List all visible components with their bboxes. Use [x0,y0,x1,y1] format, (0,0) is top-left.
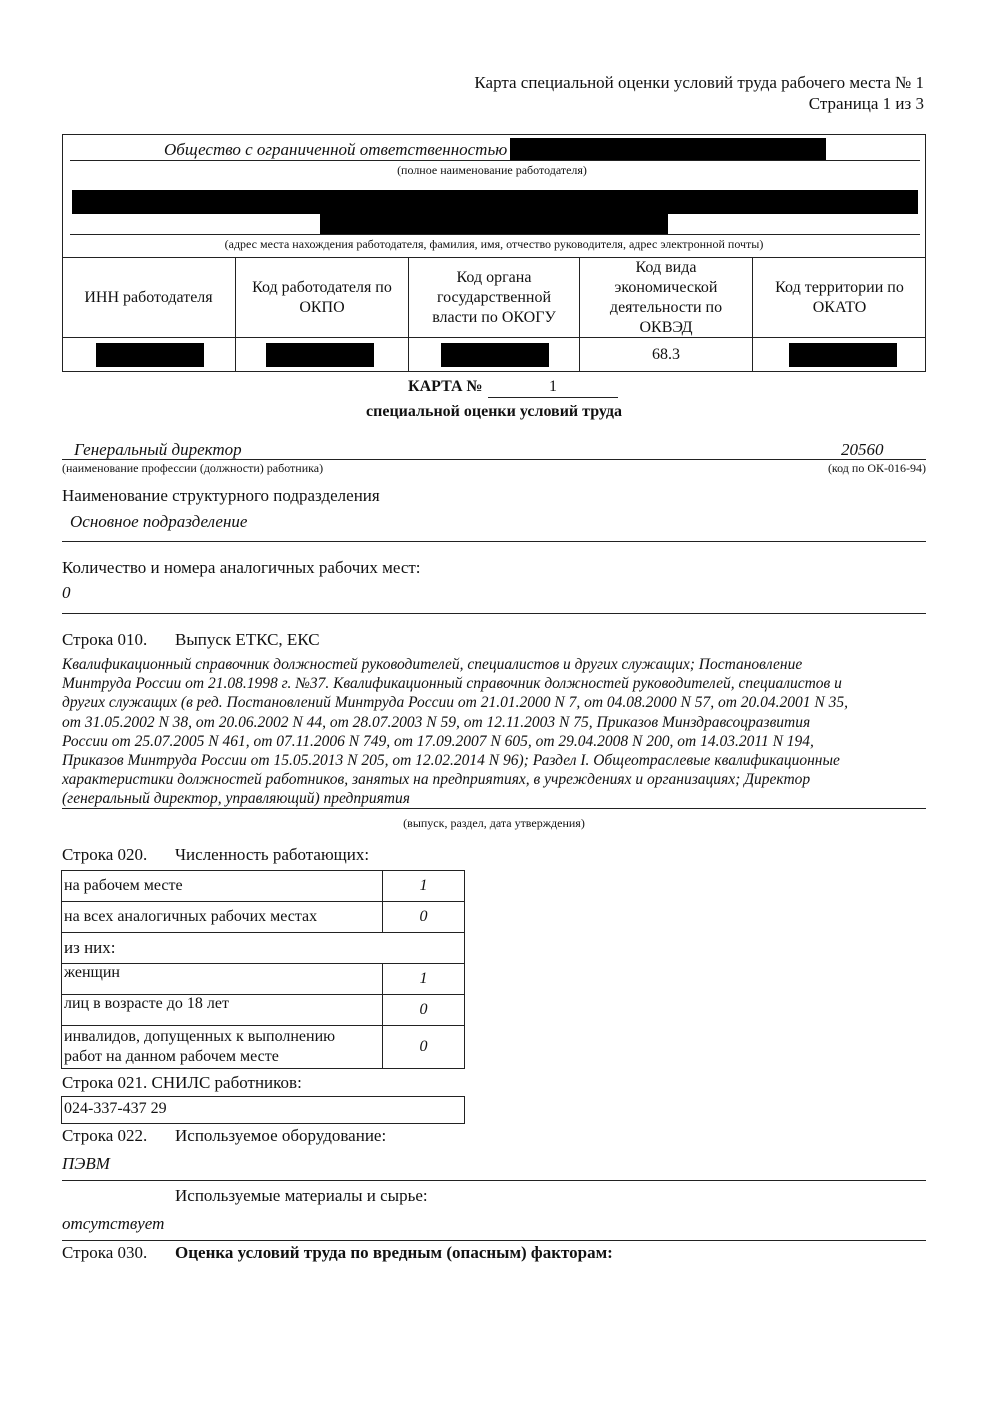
headcount-value: 0 [383,902,465,933]
row022-label: Строка 022. [62,1126,148,1145]
header-okato: Код территории по ОКАТО [775,278,904,316]
materials-label: Используемые материалы и сырье: [175,1186,428,1205]
row010-line: Квалификационный справочник должностей руководителей, специалистов и других служащих; Постановление [62,656,803,673]
page-header-title: Карта специальной оценки условий труда рабочего места № 1 [474,73,924,92]
headcount-table [61,870,465,1069]
department-value: Основное подразделение [70,512,248,531]
row030-label: Строка 030. [62,1243,148,1262]
page-number: Страница 1 из 3 [808,94,924,113]
row030-title: Оценка условий труда по вредным (опасным) факторам: [175,1243,613,1262]
row010-line: характеристики должностей работников, занятых на предприятиях, в учреждениях и организациях; Директор [62,771,811,789]
redacted-address-line1 [72,190,918,214]
headcount-value: 0 [383,995,465,1026]
headcount-value: 1 [383,871,465,902]
snils-value: 024-337-437 29 [64,1100,167,1117]
redacted-inn [96,343,204,367]
row010-line: Минтруда России от 21.08.1998 г. №37. Квалификационный справочник должностей руководителей, специалистов и [62,675,842,693]
snils-box [61,1096,465,1124]
okved-value: 68.3 [652,346,680,363]
table-row [62,964,465,995]
headcount-value: 1 [383,964,465,995]
header-okogu: Код органа государственной власти по ОКОГУ [432,268,556,326]
profession-caption: (наименование профессии (должности) работника) [62,461,324,475]
row020-label: Строка 020. [62,845,148,864]
row010-label: Строка 010. [62,630,148,649]
table-row [62,902,465,933]
headcount-label-line1: инвалидов, допущенных к выполнению [64,1028,336,1045]
row010-line: России от 25.07.2005 N 461, от 07.11.2006 N 749, от 17.09.2007 N 605, от 29.04.2008 N 200, от 14.03.2011 N 194, [62,732,814,750]
profession-code-caption: (код по ОК-016-94) [827,461,926,475]
row010-line: от 31.05.2002 N 38, от 20.06.2002 N 44, от 28.07.2003 N 59, от 12.11.2003 N 75, Приказов Минздравсоцразвития [62,713,811,731]
employer-name-prefix: Общество с ограниченной ответственностью [164,140,508,159]
redacted-address-line2 [320,214,668,234]
row021-label: Строка 021. СНИЛС работников: [62,1073,302,1092]
analog-label: Количество и номера аналогичных рабочих мест: [62,558,421,577]
header-okpo: Код работодателя по ОКПО [252,278,392,316]
headcount-subheader: из них: [62,933,465,964]
headcount-label: женщин [62,964,383,995]
table-row [62,995,465,1026]
materials-value: отсутствует [62,1214,165,1233]
header-okved: Код вида экономической деятельности по ОКВЭД [609,258,723,336]
row010-text [62,655,928,809]
department-label: Наименование структурного подразделения [62,486,380,505]
row010-line: Приказов Минтруда России от 15.05.2013 N 205, от 12.02.2014 N 96); Раздел I. Общеотраслевые квалификационные [62,752,840,770]
analog-value: 0 [62,583,71,602]
row010-title: Выпуск ЕТКС, ЕКС [175,630,320,649]
row010-line: других служащих (в ред. Постановлений Минтруда России от 21.01.2000 N 7, от 04.08.2000 N 57, от 20.04.2001 N 35, [62,694,849,712]
row010-line: (генеральный директор, управляющий) предприятия [62,790,410,808]
headcount-label-line2: работ на данном рабочем месте [64,1048,279,1065]
row022-title: Используемое оборудование: [175,1126,387,1145]
profession-code: 20560 [841,440,884,459]
address-caption: (адрес места нахождения работодателя, фамилия, имя, отчество руководителя, адрес электронной почты) [224,237,764,251]
header-inn: ИНН работодателя [84,288,213,306]
card-title-label: КАРТА № [408,378,483,395]
redacted-okogu [441,343,549,367]
equipment-value: ПЭВМ [62,1154,110,1173]
table-row [62,871,465,902]
headcount-label: на всех аналогичных рабочих местах [62,902,383,933]
card-number: 1 [549,378,557,395]
redacted-okato [789,343,897,367]
row020-title: Численность работающих: [175,845,370,864]
headcount-label: на рабочем месте [62,871,383,902]
table-row [62,1026,465,1069]
headcount-label: лиц в возрасте до 18 лет [62,995,383,1026]
row010-caption: (выпуск, раздел, дата утверждения) [403,816,585,830]
profession-value: Генеральный директор [74,440,242,459]
card-subtitle: специальной оценки условий труда [366,403,622,420]
headcount-value: 0 [383,1026,465,1069]
headcount-label [62,1026,383,1069]
redacted-employer-name [510,138,826,161]
redacted-okpo [266,343,374,367]
table-row [62,933,465,964]
employer-name-caption: (полное наименование работодателя) [397,163,587,177]
